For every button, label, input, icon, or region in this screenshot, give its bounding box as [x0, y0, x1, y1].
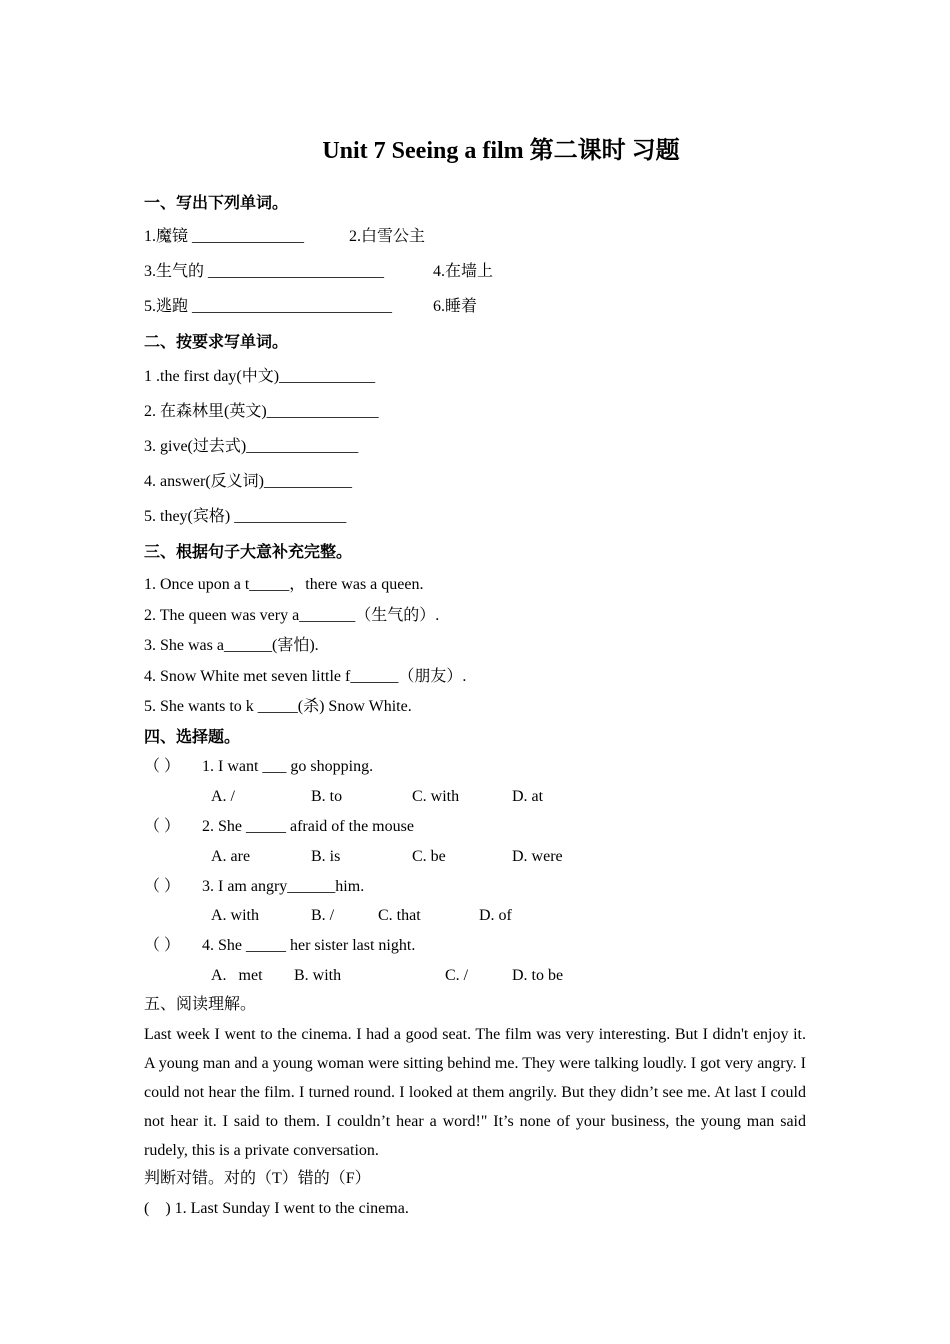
s1-item-1: 1.魔镜 ______________	[144, 228, 305, 245]
section-3-heading: 三、根据句子大意补充完整。	[144, 544, 353, 561]
option-c: C. be	[412, 848, 446, 865]
s1-item-4: 4.在墙上	[433, 263, 494, 280]
s4-question-3: 3. I am angry______him.	[202, 878, 365, 895]
answer-blank: （ ）	[144, 878, 181, 895]
s1-item-3: 3.生气的 ______________________	[144, 263, 385, 280]
option-d: D. at	[512, 788, 544, 805]
s3-item-3: 3. She was a______(害怕).	[144, 637, 319, 654]
s2-item-5: 5. they(宾格) ______________	[144, 508, 347, 525]
option-b: B. is	[311, 848, 341, 865]
s5-item-1: ( ) 1. Last Sunday I went to the cinema.	[144, 1200, 409, 1217]
s4-question-1: 1. I want ___ go shopping.	[202, 758, 374, 775]
section-4-heading: 四、选择题。	[144, 729, 241, 746]
page-title: Unit 7 Seeing a film 第二课时 习题	[322, 138, 680, 164]
option-b: B. to	[311, 788, 343, 805]
s3-item-5: 5. She wants to k _____(杀) Snow White.	[144, 698, 412, 715]
answer-blank: （ ）	[144, 758, 181, 775]
s1-item-6: 6.睡着	[433, 298, 478, 315]
s2-item-4: 4. answer(反义词)___________	[144, 473, 352, 490]
reading-passage: Last week I went to the cinema. I had a good seat. The film was very interesting. But I didn't enjoy it. A young man and a young woman were sitting behind me. They were talking loudly. I got very angry. I could not hear the film. I turned round. I looked at them angrily. But they didn’t see me. At last I could not hear it. I said to them. I couldn’t hear a word!" It’s none of your business, the young man said rudely, this is a private conversation.	[144, 1026, 806, 1159]
option-d: D. were	[512, 848, 563, 865]
section-2-heading: 二、按要求写单词。	[144, 334, 289, 351]
s2-item-1: 1 .the first day(中文)____________	[144, 368, 376, 385]
s2-item-2: 2. 在森林里(英文)______________	[144, 403, 379, 420]
option-b: B. with	[294, 967, 342, 984]
option-c: C. with	[412, 788, 460, 805]
s3-item-1: 1. Once upon a t_____，there was a queen.	[144, 576, 424, 593]
s4-question-4: 4. She _____ her sister last night.	[202, 937, 416, 954]
option-a: A. are	[211, 848, 251, 865]
s3-item-4: 4. Snow White met seven little f______（朋友）.	[144, 668, 467, 685]
s1-item-5: 5.逃跑 _________________________	[144, 298, 393, 315]
option-b: B. /	[311, 907, 335, 924]
section-1-heading: 一、写出下列单词。	[144, 195, 289, 212]
s2-item-3: 3. give(过去式)______________	[144, 438, 359, 455]
s4-question-2: 2. She _____ afraid of the mouse	[202, 818, 414, 835]
option-c: C. that	[378, 907, 421, 924]
option-a: A. met	[211, 967, 263, 984]
option-d: D. of	[479, 907, 512, 924]
option-a: A. /	[211, 788, 235, 805]
s1-item-2: 2.白雪公主	[349, 228, 426, 245]
true-false-instruction: 判断对错。对的（T）错的（F）	[144, 1170, 371, 1187]
answer-blank: （ ）	[144, 937, 181, 954]
answer-blank: （ ）	[144, 818, 181, 835]
section-5-heading: 五、阅读理解。	[144, 996, 257, 1013]
option-a: A. with	[211, 907, 259, 924]
s3-item-2: 2. The queen was very a_______（生气的）.	[144, 607, 440, 624]
option-c: C. /	[445, 967, 469, 984]
option-d: D. to be	[512, 967, 564, 984]
